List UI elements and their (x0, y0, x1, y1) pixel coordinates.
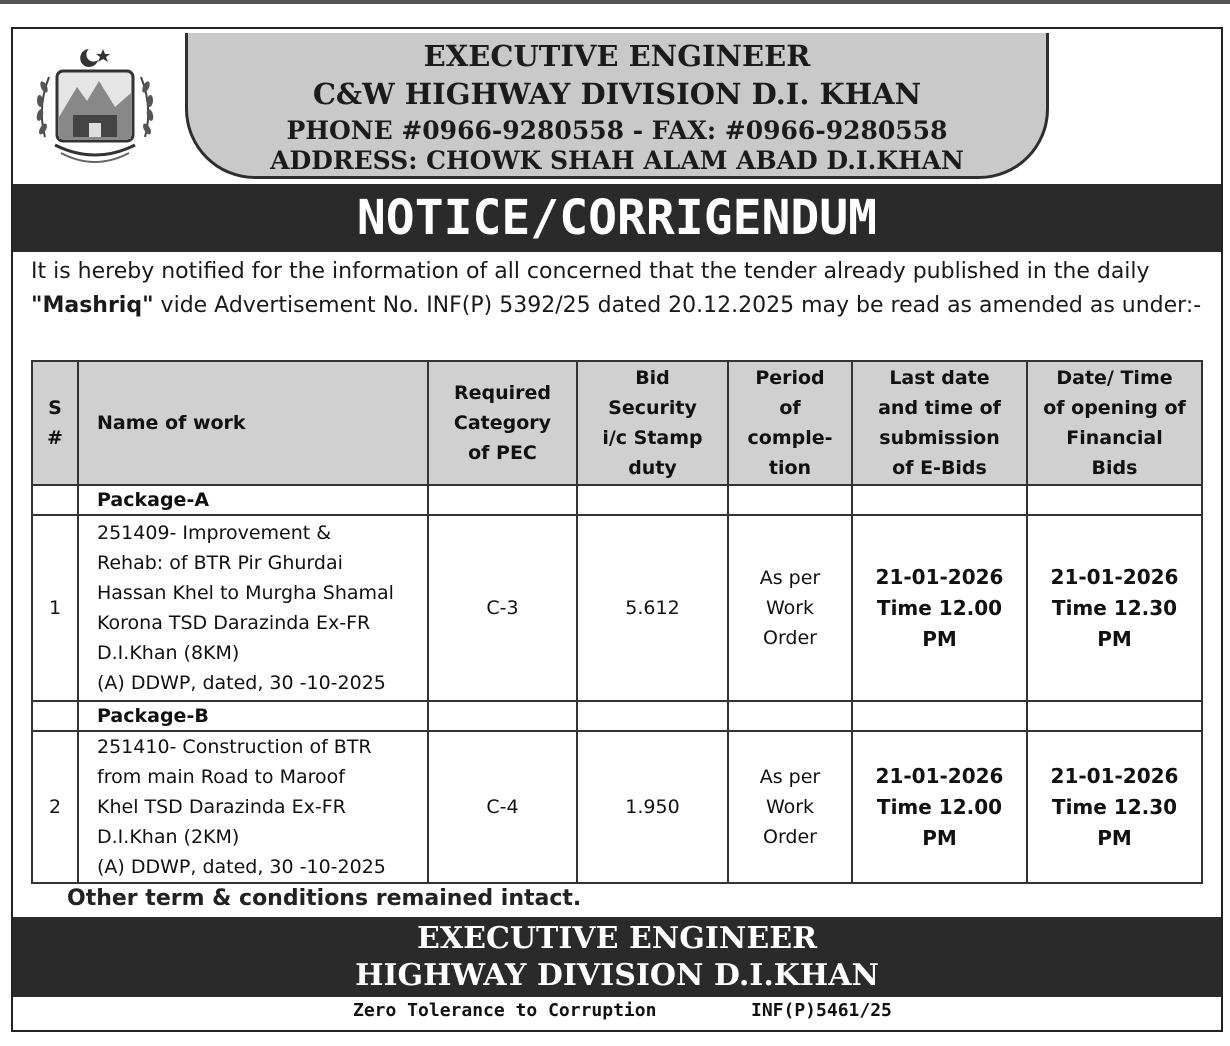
row-category: C-3 (428, 515, 577, 701)
intro-paragraph (31, 255, 1211, 323)
row-bid-security: 1.950 (577, 731, 728, 883)
inf-number: INF(P)5461/25 (751, 1000, 892, 1021)
header-title-band (185, 33, 1049, 179)
intro-text-1: It is hereby notified for the information of all concerned that the tender already published in the daily (31, 259, 1150, 284)
header-opening-date: Date/ Time of opening of Financial Bids (1027, 361, 1202, 485)
table-header-row (32, 361, 1202, 485)
row-name-of-work: 251409- Improvement & Rehab: of BTR Pir Ghurdai Hassan Khel to Murgha Shamal Korona TSD Darazinda Ex-FR D.I.Khan (8KM) (A) DDWP, dated, 30 -10-2025 (78, 515, 428, 701)
footer-office-title: EXECUTIVE ENGINEER (416, 921, 818, 956)
row-category: C-4 (428, 731, 577, 883)
header-name-of-work: Name of work (78, 361, 428, 485)
table-row (32, 731, 1202, 883)
row-opening-date: 21-01-2026 Time 12.30 PM (1027, 515, 1202, 701)
phone-fax: PHONE #0966-9280558 - FAX: #0966-9280558 (286, 116, 948, 145)
package-label: Package-B (78, 701, 428, 731)
intro-text-2: vide Advertisement No. INF(P) 5392/25 dated 20.12.2025 may be read as amended as under:- (153, 293, 1202, 318)
footer-bottom-strip (13, 997, 1221, 1030)
top-rule (0, 0, 1230, 4)
footer-division-name: HIGHWAY DIVISION D.I.KHAN (355, 958, 879, 993)
row-last-date: 21-01-2026 Time 12.00 PM (852, 515, 1027, 701)
header-category: Required Category of PEC (428, 361, 577, 485)
works-table (31, 360, 1203, 884)
row-last-date: 21-01-2026 Time 12.00 PM (852, 731, 1027, 883)
row-name-of-work: 251410- Construction of BTR from main Road to Maroof Khel TSD Darazinda Ex-FR D.I.Khan (2KM) (A) DDWP, dated, 30 -10-2025 (78, 731, 428, 883)
table-row (32, 515, 1202, 701)
header (13, 29, 1221, 184)
office-title: EXECUTIVE ENGINEER (423, 39, 811, 73)
package-row (32, 485, 1202, 515)
address: ADDRESS: CHOWK SHAH ALAM ABAD D.I.KHAN (270, 146, 964, 175)
row-bid-security: 5.612 (577, 515, 728, 701)
advertisement-frame (11, 27, 1223, 1032)
other-terms-note: Other term & conditions remained intact. (67, 886, 582, 911)
newspaper-name: "Mashriq" (31, 293, 154, 318)
division-name: C&W HIGHWAY DIVISION D.I. KHAN (312, 77, 922, 111)
government-seal-icon (27, 37, 163, 173)
row-opening-date: 21-01-2026 Time 12.30 PM (1027, 731, 1202, 883)
row-period: As per Work Order (728, 515, 852, 701)
package-row (32, 701, 1202, 731)
footer-signature-band (13, 917, 1221, 997)
header-sno: S # (32, 361, 78, 485)
row-period: As per Work Order (728, 731, 852, 883)
header-period: Period of comple- tion (728, 361, 852, 485)
header-bid-security: Bid Security i/c Stamp duty (577, 361, 728, 485)
notice-title: NOTICE/CORRIGENDUM (13, 184, 1221, 252)
row-sno: 1 (32, 515, 78, 701)
package-label: Package-A (78, 485, 428, 515)
header-last-date: Last date and time of submission of E-Bids (852, 361, 1027, 485)
row-sno: 2 (32, 731, 78, 883)
slogan: Zero Tolerance to Corruption (353, 1000, 657, 1021)
